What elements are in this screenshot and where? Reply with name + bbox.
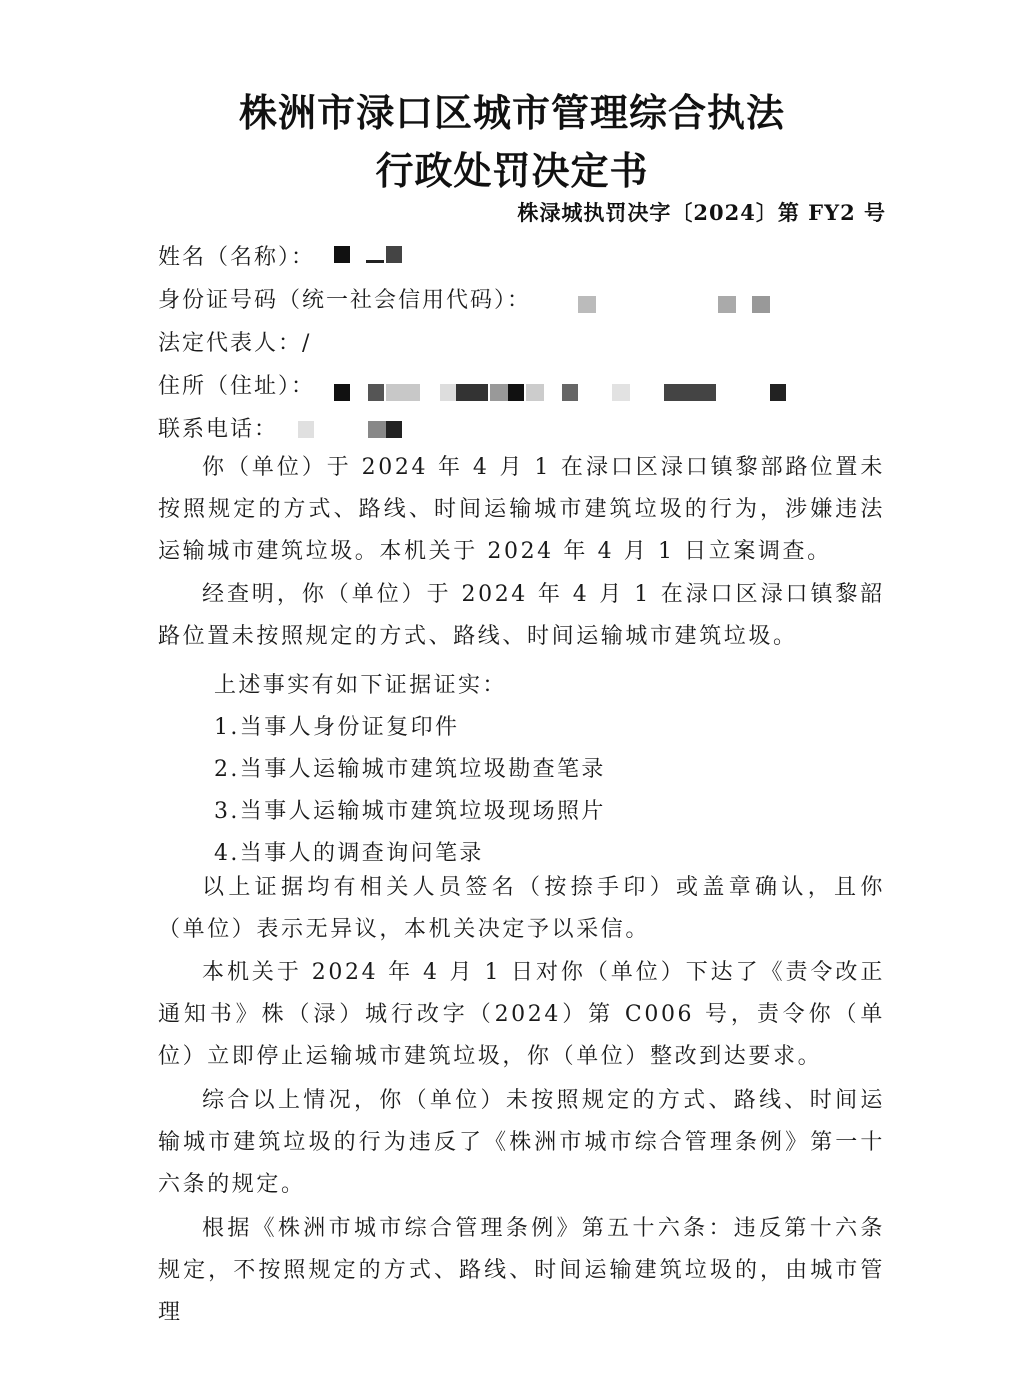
paragraph-investigation-finding: 经查明，你（单位）于 2024 年 4 月 1 在渌口区渌口镇黎韶路位置未按照规定的方式、路线、时间运输城市建筑垃圾。	[158, 582, 885, 649]
paragraph-evidence-acceptance: 以上证据均有相关人员签名（按捺手印）或盖章确认，且你（单位）表示无异议，本机关决定予以采信。	[158, 875, 885, 942]
document-number: 株渌城执罚决字〔2024〕第 FY2 号	[517, 200, 886, 225]
address-field-label: 住所（住址）：	[158, 374, 316, 399]
document-title-line2: 行政处罚决定书	[375, 149, 649, 193]
name-field-label: 姓名（名称）：	[158, 245, 316, 270]
id-number-field-label: 身份证号码（统一社会信用代码）：	[158, 288, 532, 313]
phone-field-label: 联系电话：	[158, 417, 279, 442]
evidence-intro: 上述事实有如下证据证实：	[214, 673, 507, 698]
paragraph-violation-summary: 综合以上情况，你（单位）未按照规定的方式、路线、时间运输城市建筑垃圾的行为违反了《株洲市城市综合管理条例》第一十六条的规定。	[158, 1088, 885, 1197]
legal-representative-field: 法定代表人：/	[158, 331, 312, 356]
evidence-item-3: 3.当事人运输城市建筑垃圾现场照片	[214, 799, 606, 824]
paragraph-case-filing: 你（单位）于 2024 年 4 月 1 在渌口区渌口镇黎部路位置未按照规定的方式、路线、时间运输城市建筑垃圾的行为，涉嫌违法运输城市建筑垃圾。本机关于 2024 年 4 月 1 日立案调查。	[158, 455, 885, 564]
document-title-line1: 株洲市渌口区城市管理综合执法	[238, 91, 785, 135]
paragraph-rectification-notice: 本机关于 2024 年 4 月 1 日对你（单位）下达了《责令改正通知书》株（渌）城行改字（2024）第 C006 号，责令你（单位）立即停止运输城市建筑垃圾，你（单位）整改到达要求。	[158, 960, 885, 1069]
evidence-item-1: 1.当事人身份证复印件	[214, 715, 460, 740]
paragraph-legal-basis: 根据《株洲市城市综合管理条例》第五十六条：违反第十六条规定，不按照规定的方式、路线、时间运输建筑垃圾的，由城市管理	[158, 1216, 885, 1325]
evidence-item-4: 4.当事人的调查询问笔录	[214, 841, 484, 866]
evidence-item-2: 2.当事人运输城市建筑垃圾勘查笔录	[214, 757, 606, 782]
